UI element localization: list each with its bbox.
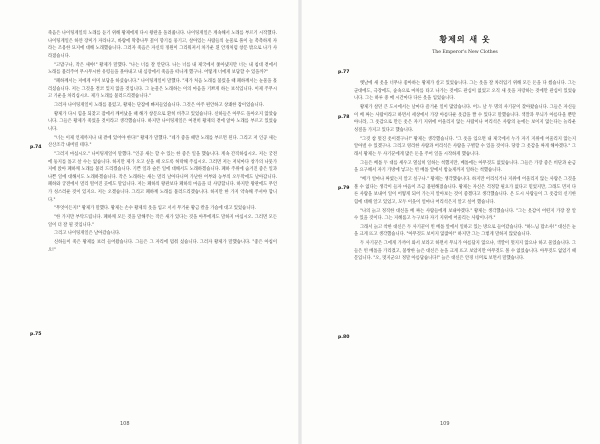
- chapter-title: 황제의 새 옷: [439, 34, 491, 44]
- paragraph: 죽음은 나이팅게일의 노래를 듣기 위해 황제에게 다시 왕관을 돌려줍니다. 나이팅게일은 계속해서 노래를 부르기 시작했다. 나이팅게일은 하얀 장미가 자라나고, 바람에 딱총나무 꽃이 향기를 풍기고, 살아있는 사람들의 눈물로 풀이 늘 촉촉하게 자라는 조용한 묘지에 대해 노래했습니다. 그러자 죽음은 자신의 정원이 그리워져서 차가운 흰 안개처럼 창문 밖으로 나가 사라졌습니다.: [48, 31, 277, 59]
- paragraph: 그러자 나이팅게일이 노래를 불렀고, 황제는 단잠에 빠져들었습니다. 그것은 아주 편안하고 상쾌한 잠이었습니다.: [54, 102, 265, 108]
- paragraph: "폐하께서는 저에게 이미 보답을 하셨습니다." 나이팅게일이 말했다. "제가 처음 노래를 불렀을 때 폐하께서는 눈물을 흘리셨습니다. 저는 그것을 결코 잊지 않을 것입니다. 그 눈물은 노래하는 이의 마음을 기쁘게 하는 보석입니다. 이제 주무시고 기운을 차리십시오. 제가 노래를 불러드리겠습니다.": [48, 78, 277, 100]
- paragraph: "나의 늙고 정직한 대신을 베 짜는 사람들에게 보내야겠다." 황제는 생각했습니다. "그는 옷감이 어떤지 가장 잘 알 수 있을 것이다. 그는 지혜롭고 누구보다 자기 지위에 어울리는 사람이니까.": [354, 208, 576, 222]
- left-page: [0, 0, 298, 444]
- chapter-subtitle: The Emperor's New Clothes: [432, 50, 498, 55]
- page-reference-marker: p.78: [338, 115, 350, 120]
- paragraph: 그리고 나이팅게일은 날아갔습니다.: [54, 231, 121, 237]
- paragraph: 신하들이 죽은 황제를 보러 들어왔습니다. 그들은 그 자리에 멈춰 섰습니다. 그러자 황제가 말했습니다. "좋은 아침이오!": [48, 240, 277, 253]
- paragraph: 두 사기꾼은 그에게 가까이 와서 보라고 하면서 무늬가 아름답지 않으냐, 색깔이 멋지지 않으냐 하고 물었습니다. 그들은 빈 베틀을 가리켰고, 불쌍한 늙은 대신은 눈을 크게 뜨고 보았지만 아무것도 볼 수 없었습니다. 아무것도 없었기 때문입니다. "오, 멋지군요! 정말 아름답습니다!" 늙은 대신은 안경 너머로 보면서 말했습니다.: [354, 241, 576, 262]
- page-reference-marker: p.75: [30, 332, 42, 337]
- left-text-column: [48, 30, 277, 255]
- paragraph: 황제가 살던 큰 도시에서는 날마다 즐거운 일이 많았습니다. 어느 날 두 명의 사기꾼이 찾아왔습니다. 그들은 자신들이 베 짜는 사람이라고 하면서 세상에서 가장 아름다운 옷감을 짤 수 있다고 말했습니다. 색깔과 무늬가 아름다울 뿐만 아니라, 그 옷감으로 만든 옷은 자기 지위에 어울리지 않는 사람이나 어리석은 사람의 눈에는 보이지 않는다는 놀라운 성질을 가지고 있다고 했습니다.: [354, 104, 576, 133]
- paragraph: "그러지 마십시오." 나이팅게일이 말했다. "인공 새는 할 수 있는 한 좋은 일을 했습니다. 계속 간직하십시오. 저는 궁전에 둥지를 틀고 살 수는 없습니다. 하지만 제가 오고 싶을 때 오도록 허락해 주십시오. 그러면 저는 저녁마다 창가의 나뭇가지에 앉아 폐하께 노래를 불러 드리겠습니다. 기쁜 일과 슬픈 일에 대해서도 노래하겠습니다. 폐하 주위에 숨겨진 좋은 일과 나쁜 일에 대해서도 노래하겠습니다. 작은 노래하는 새는 멀리 날아다니며 가난한 어부와 농부의 오두막에도 날아갑니다. 폐하와 궁전에서 멀리 떨어진 곳에도 말입니다. 저는 폐하의 왕관보다 폐하의 마음을 더 사랑합니다. 하지만 왕관에도 무언가 성스러운 것이 있지요. 저는 오겠습니다. 그리고 폐하께 노래를 불러드리겠습니다. 하지만 한 가지 약속해 주셔야 합니다.": [48, 151, 277, 203]
- page-reference-marker: p.74: [30, 145, 42, 150]
- paragraph: "고맙구나, 작은 새야!" 황제가 말했다. "나는 너를 잘 안단다. 나는 너를 내 제국에서 쫓아냈지만 너는 내 침대 곁에서 노래를 불러주어 무시무시한 유령들을 몰아내고 내 심장에서 죽음을 떠나게 했구나. 어떻게 너에게 보답할 수 있을까?": [48, 62, 277, 76]
- page-reference-marker: p.80: [338, 335, 350, 340]
- paragraph: 옛날에 새 옷을 너무나 좋아하는 황제가 살고 있었습니다. 그는 옷을 잘 차려입기 위해 모든 돈을 다 썼습니다. 그는 군대에도, 극장에도, 숲속으로 마차를 타고 나가는 것에도 관심이 없었고 오직 새 옷을 자랑하는 것에만 관심이 있었습니다. 그는 하루 중 매 시간마다 다른 옷을 입었습니다.: [354, 81, 576, 102]
- page-number: 108: [120, 421, 130, 427]
- paragraph: "무엇이든지!" 황제가 말했다. 황제는 손수 황제의 옷을 입고 서서 무거운 황금 칼을 가슴에 대고 있었습니다.: [54, 206, 256, 212]
- paragraph: "그것 참 멋진 옷이겠구나!" 황제는 생각했습니다. "그 옷을 입으면 내 제국에서 누가 자기 지위에 어울리지 않는지 알아낼 수 있겠구나. 그리고 영리한 사람과 어리석은 사람을 구별할 수 있을 것이다. 당장 그 옷감을 짜게 해야겠다." 그래서 황제는 두 사기꾼에게 많은 돈을 주어 일을 시작하게 했습니다.: [354, 136, 576, 157]
- page-reference-marker: p.77: [338, 70, 350, 75]
- paragraph: "베가 얼마나 짜였는지 알고 싶구나." 황제는 생각했습니다. 하지만 어리석거나 지위에 어울리지 않는 사람은 그것을 볼 수 없다는 생각이 들자 마음이 조금 불편해졌습니다. 황제는 자신은 걱정할 필요가 없다고 믿었지만, 그래도 먼저 다른 사람을 보내어 일이 어떻게 되어 가는지 알아보는 것이 좋겠다고 생각했습니다. 온 도시 사람들이 그 옷감의 신기한 힘에 대해 알고 있었고, 모두 이웃이 얼마나 어리석은지 알고 싶어 했습니다.: [354, 176, 576, 205]
- paragraph: "한 가지만 부탁드립니다. 폐하께 모든 것을 말해주는 작은 새가 있다는 것을 아무에게도 말하지 마십시오. 그러면 모든 일이 더 잘 될 것입니다.": [48, 215, 277, 228]
- paragraph: 황제가 다시 힘을 되찾고 잠에서 깨어났을 때 해가 창문으로 환히 비추고 있었습니다. 신하들은 아무도 돌아오지 않았습니다. 그들은 황제가 죽었을 것이라고 생각했습니다. 하지만 나이팅게일은 여전히 황제의 곁에 앉아 노래를 부르고 있었습니다.: [48, 111, 277, 132]
- page-reference-marker: p.79: [338, 186, 350, 191]
- right-page: [302, 0, 600, 444]
- paragraph: "너는 이제 언제까지나 내 곁에 있어야 한다!" 황제가 말했다. "네가 좋을 때만 노래를 부르면 된다. 그리고 저 인공 새는 산산조각 내버릴 테다.": [48, 135, 277, 149]
- page-number: 109: [440, 421, 450, 427]
- paragraph: 그래서 늙고 착한 대신은 두 사기꾼이 빈 베틀 앞에서 일하고 있는 방으로 들어갔습니다. "하느님 맙소사!" 대신은 눈을 크게 뜨고 생각했습니다. "아무것도 보이지 않잖아!" 하지만 그는 그렇게 말하지 않았습니다.: [354, 224, 576, 238]
- paragraph: 그들은 베틀 두 대를 세우고 열심히 일하는 척했지만, 베틀에는 아무것도 없었습니다. 그들은 가장 좋은 비단과 순금을 요구해서 자기 가방에 넣고는 빈 베틀 앞에서 밤늦게까지 일하는 척했습니다.: [354, 160, 576, 174]
- right-text-column: [354, 80, 576, 264]
